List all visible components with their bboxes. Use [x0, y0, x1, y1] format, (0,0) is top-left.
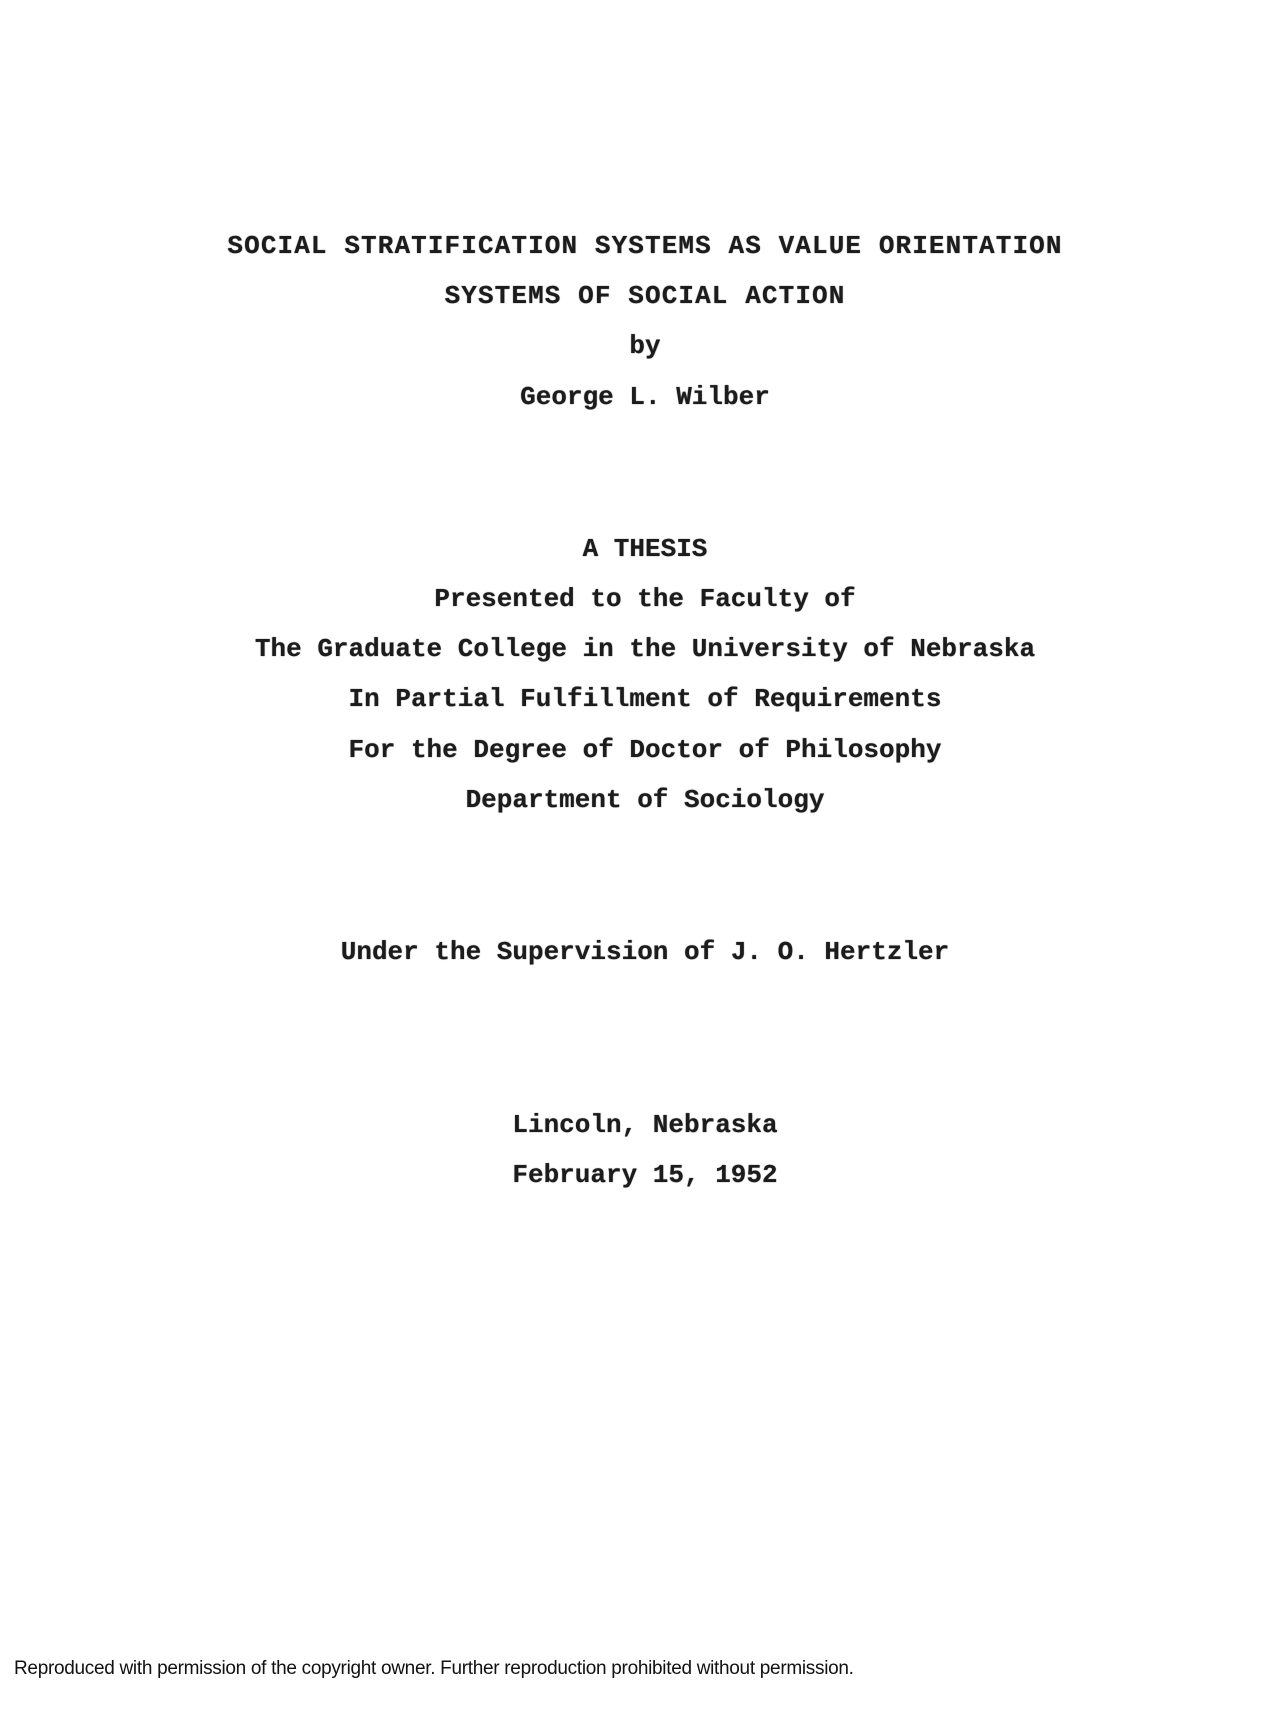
- place: Lincoln, Nebraska: [512, 1110, 778, 1140]
- title-line-1: SOCIAL STRATIFICATION SYSTEMS AS VALUE ORIENTATION: [227, 231, 1063, 261]
- title-line-2: SYSTEMS OF SOCIAL ACTION: [444, 281, 846, 311]
- author-name: George L. Wilber: [520, 382, 770, 412]
- department: Department of Sociology: [465, 785, 825, 815]
- copyright-notice: Reproduced with permission of the copyright owner. Further reproduction prohibited without permission.: [14, 1658, 854, 1679]
- supervision: Under the Supervision of J. O. Hertzler: [340, 937, 950, 967]
- presented-to: Presented to the Faculty of: [434, 584, 856, 614]
- thesis-heading: A THESIS: [582, 534, 708, 564]
- date: February 15, 1952: [512, 1160, 778, 1190]
- institution: The Graduate College in the University of Nebraska: [254, 634, 1036, 664]
- by-line: by: [629, 331, 661, 361]
- degree: For the Degree of Doctor of Philosophy: [348, 735, 942, 765]
- fulfillment: In Partial Fulfillment of Requirements: [348, 684, 942, 714]
